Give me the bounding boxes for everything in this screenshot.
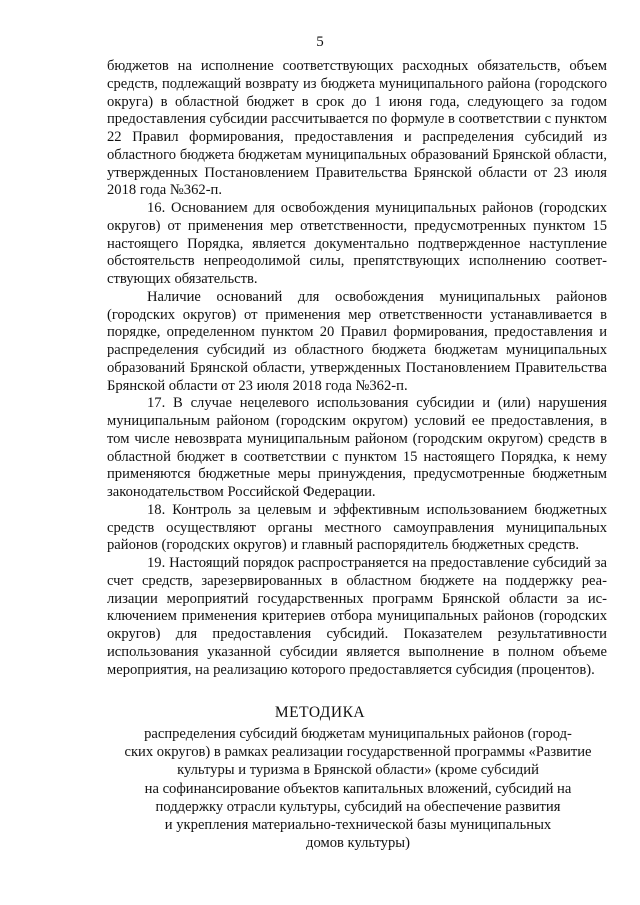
methodology-subtitle-line: культуры и туризма в Брянской области» (кроме субсидий [177, 762, 539, 779]
paragraph-16: 16. Основанием для освобождения муниципальных районов (городских округов) от применения мер ответственности, предусмотренных пунктом 15 настоящего Порядка, является документально подтвержденное наступление обстоятельств непреодолимой силы, препятствующих исполнению соответствующих обязательств. [107, 200, 607, 287]
methodology-subtitle [112, 725, 604, 852]
paragraph-17: 17. В случае нецелевого использования субсидии и (или) нарушения муниципальным районом (городским округом) условий ее предоставления, в том числе невозврата муниципальным районом (городским округом) средств в областной бюджет в соответствии с пунктом 15 настоящего Порядка, к нему применяются бюджетные меры принуждения, предусмотренные бюджетным законодательством Российской Федерации. [107, 395, 607, 500]
paragraph-exemption-grounds: Наличие оснований для освобождения муниципальных районов (городских округов) от применения мер ответственности устанавливается в порядке, определенном пунктом 20 Правил формирования, предоставления и распределения субсидий из областного бюджета бюджетам муниципальных образований Брянской области, утвержденных Постановлением Правительства Брянской области от 23 июля 2018 года №362-п. [107, 288, 607, 394]
methodology-subtitle-line: распределения субсидий бюджетам муниципальных районов (город- [144, 726, 572, 742]
methodology-subtitle-line: поддержку отрасли культуры, субсидий на обеспечение развития [155, 798, 561, 815]
page-number: 5 [316, 34, 324, 50]
paragraph-19: 19. Настоящий порядок распространяется на предоставление субсидий за счет средств, зарезервированных в областном бюджете на поддержку реализации мероприятий государственных программ Брянской области за исключением применения критериев отбора муниципальных районов (городских округов) для предоставления субсидий. Показателем результативности использования указанной субсидии является выполнение в полном объеме мероприятия, на реализацию которого предоставляется субсидия (процентов). [107, 555, 607, 678]
methodology-subtitle-line: ских округов) в рамках реализации государственной программы «Развитие [124, 744, 592, 761]
methodology-title: МЕТОДИКА [274, 704, 366, 721]
document-body [107, 58, 607, 679]
methodology-subtitle-line: и укрепления материально-технической базы муниципальных [164, 817, 552, 834]
methodology-subtitle-line: на софинансирование объектов капитальных вложений, субсидий на [144, 780, 572, 797]
paragraph-18: 18. Контроль за целевым и эффективным использованием бюджетных средств осуществляют органы местного самоуправления муниципальных районов (городских округов) и главный распорядитель бюджетных средств. [107, 501, 607, 554]
paragraph-continuation: бюджетов на исполнение соответствующих расходных обязательств, объем средств, подлежащий возврату из бюджета муниципального района (городского округа) в областной бюджет в срок до 1 июня года, следующего за годом предоставления субсидии рассчитывается по формуле в соответствии с пунктом 22 Правил формирования, предоставления и распределения субсидий из областного бюджета бюджетам муниципальных образований Брянской области, утвержденных Постановлением Правительства Брянской области от 23 июля 2018 года №362-п. [107, 58, 607, 199]
methodology-subtitle-line: домов культуры) [306, 835, 410, 852]
